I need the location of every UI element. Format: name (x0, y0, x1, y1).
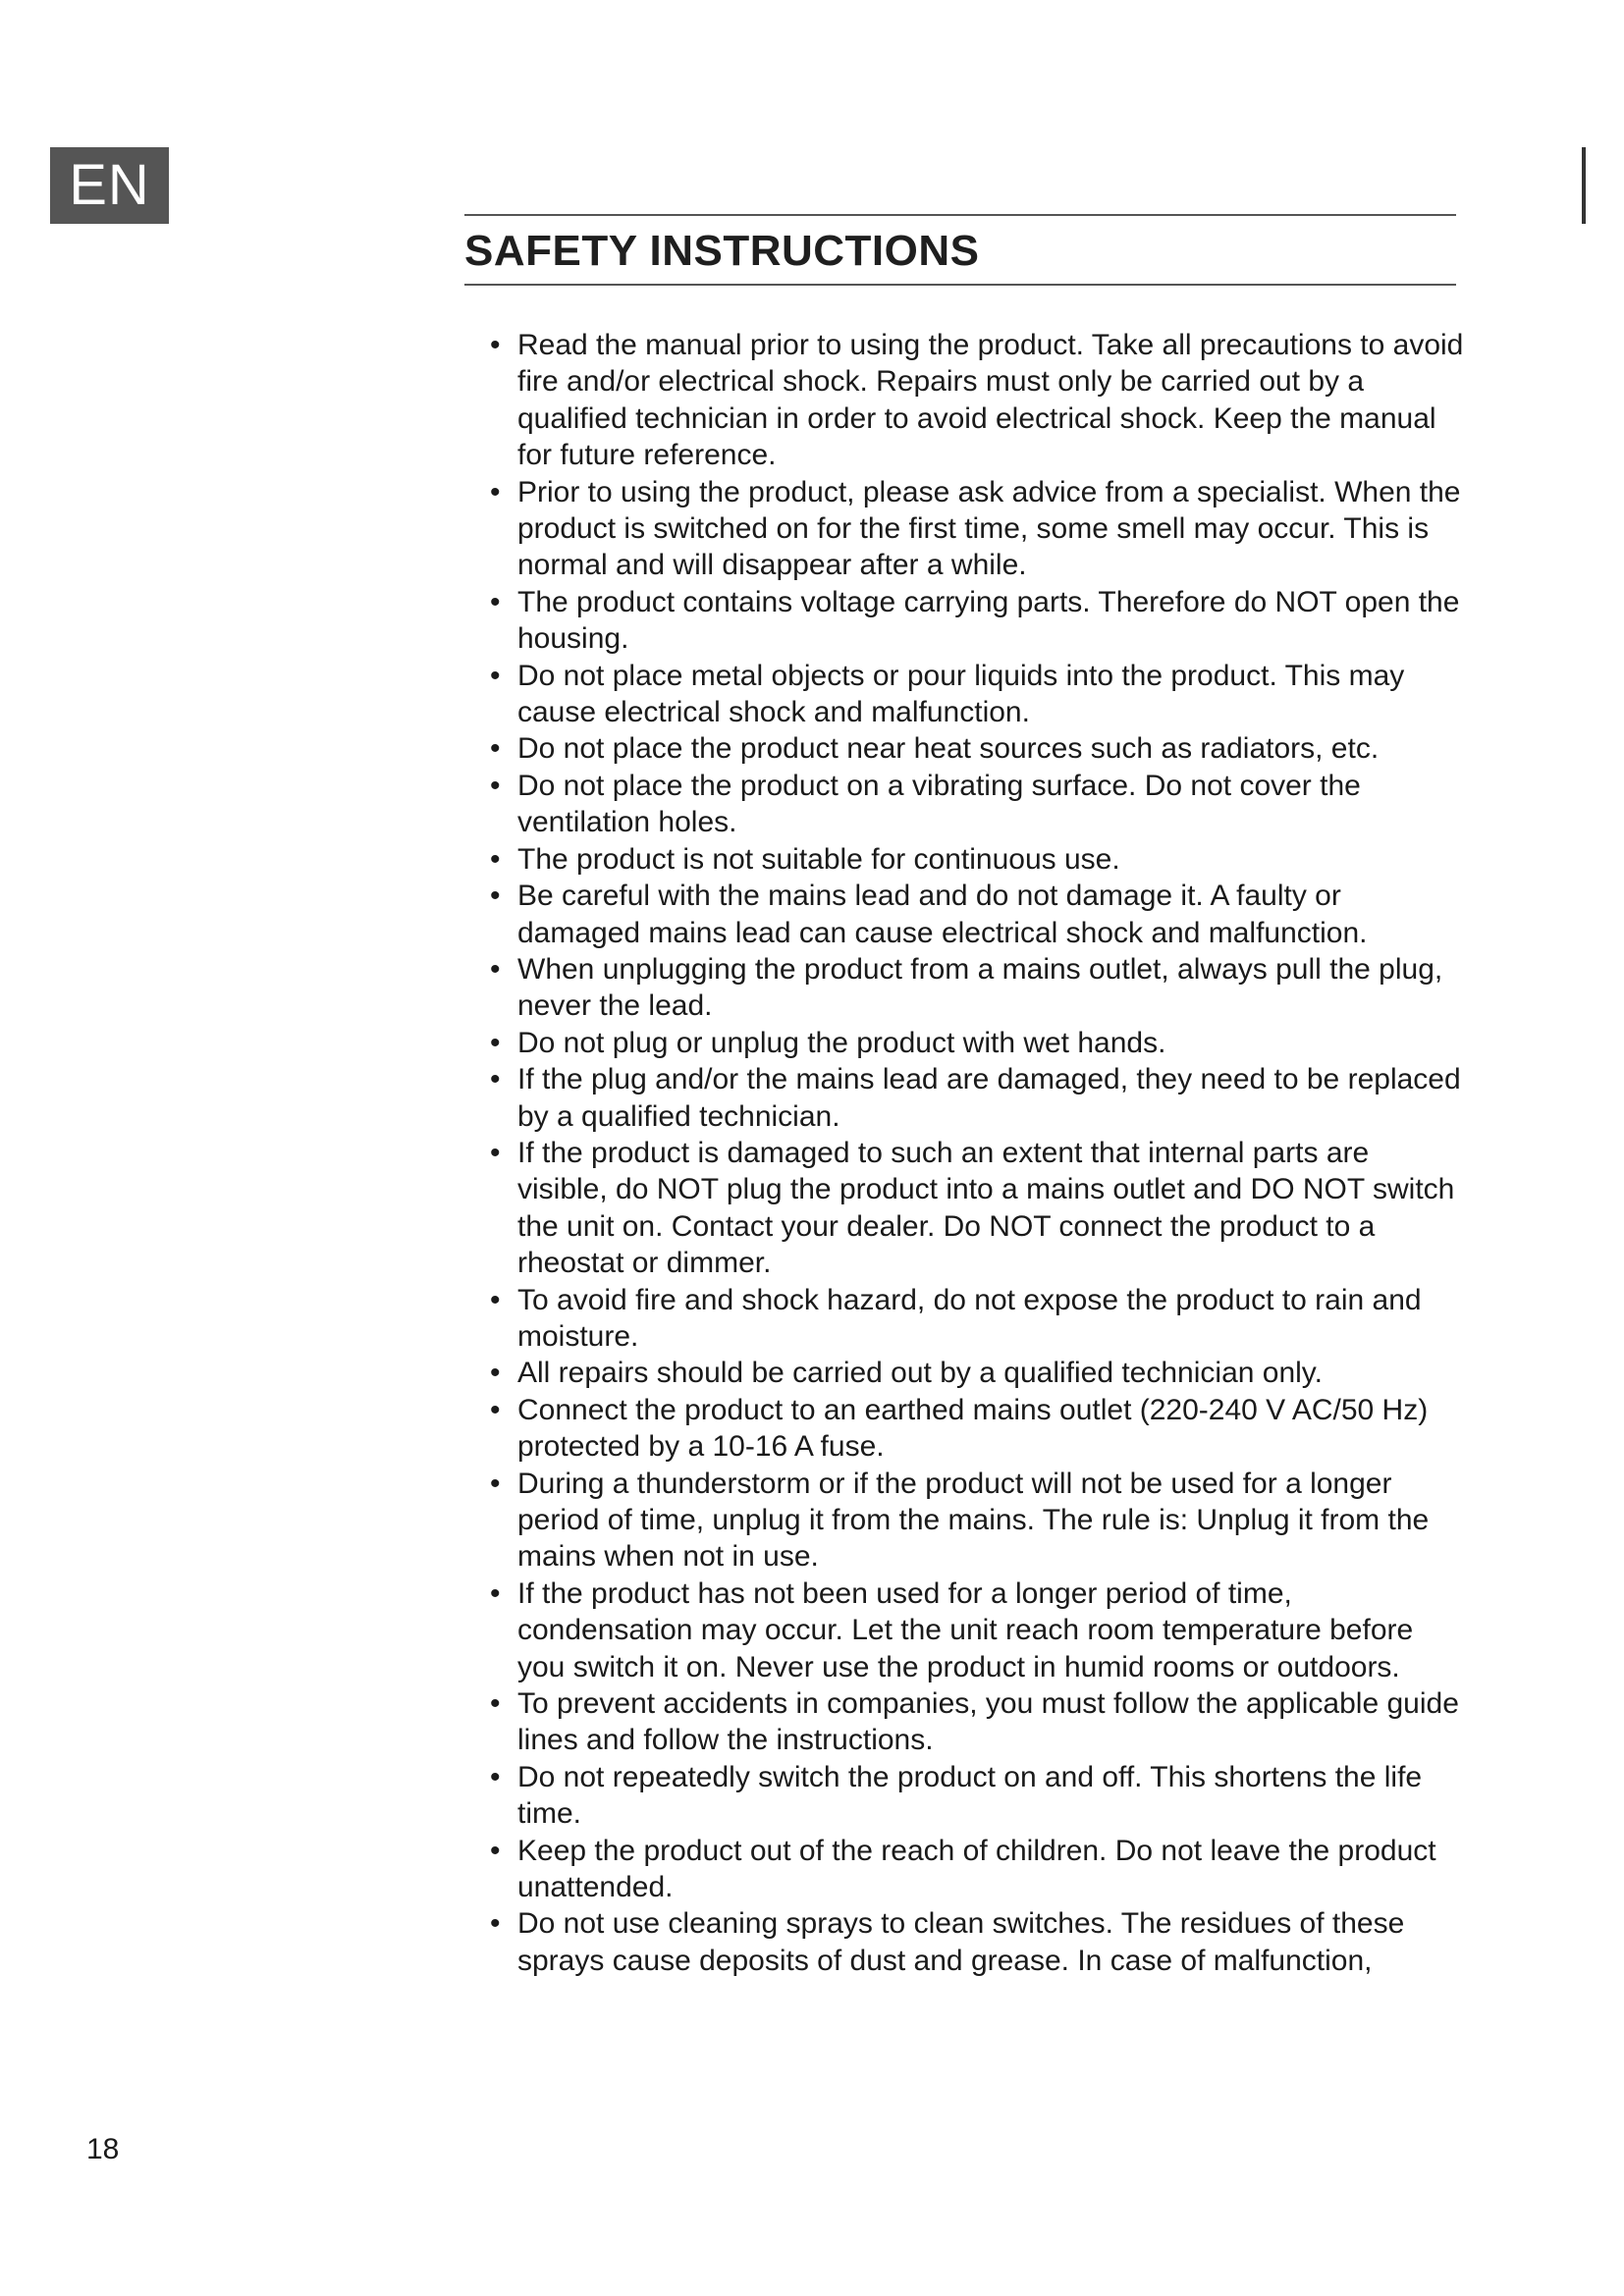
title-rule-top (464, 214, 1456, 216)
list-item-text: If the plug and/or the mains lead are damaged, they need to be replaced by a qualified technician. (517, 1063, 1461, 1133)
title-rule-bottom (464, 284, 1456, 286)
list-item (463, 1025, 1467, 1061)
list-item-text: The product is not suitable for continuous use. (517, 842, 1120, 876)
list-item (463, 1575, 1467, 1685)
bullet-icon: • (490, 659, 501, 692)
bullet-icon: • (490, 1907, 501, 1941)
page-title: SAFETY INSTRUCTIONS (464, 227, 980, 275)
list-item (463, 327, 1467, 474)
bullet-icon: • (490, 329, 501, 361)
list-item-text: Prior to using the product, please ask advice from a specialist. When the product is switched on for the first time, some smell may occur. This is normal and will disappear after a while. (517, 475, 1461, 582)
margin-marker (1582, 147, 1586, 224)
bullet-icon: • (490, 1136, 501, 1169)
bullet-icon: • (490, 585, 501, 618)
list-item-text: Be careful with the mains lead and do not damage it. A faulty or damaged mains lead can cause electrical shock and malfunction. (517, 880, 1368, 949)
list-item-text: All repairs should be carried out by a qualified technician only. (517, 1357, 1323, 1390)
list-item (463, 1282, 1467, 1356)
list-item-text: To prevent accidents in companies, you must follow the applicable guide lines and follow the instructions. (517, 1687, 1459, 1757)
list-item-text: To avoid fire and shock hazard, do not expose the product to rain and moisture. (517, 1283, 1422, 1353)
list-item-text: Read the manual prior to using the product. Take all precautions to avoid fire and/or electrical shock. Repairs must only be carried out by a qualified technician in order to avoid electrical shock. Keep the manual for future reference. (517, 329, 1464, 472)
list-item-text: If the product has not been used for a longer period of time, condensation may occur. Let the unit reach room temperature before you switch it on. Never use the product in humid rooms or outdoors. (517, 1576, 1414, 1683)
list-item-text: Connect the product to an earthed mains outlet (220-240 V AC/50 Hz) protected by a 10-16 A fuse. (517, 1393, 1429, 1464)
list-item (463, 1685, 1467, 1759)
list-item (463, 1905, 1467, 1979)
bullet-icon: • (490, 880, 501, 913)
list-item (463, 584, 1467, 658)
bullet-icon: • (490, 1576, 501, 1610)
list-item (463, 1759, 1467, 1833)
list-item-text: The product contains voltage carrying parts. Therefore do NOT open the housing. (517, 585, 1460, 656)
bullet-icon: • (490, 769, 501, 802)
bullet-icon: • (490, 1026, 501, 1059)
bullet-icon: • (490, 1467, 501, 1500)
safety-instructions-list (463, 327, 1467, 1979)
bullet-icon: • (490, 1063, 501, 1096)
list-item (463, 1392, 1467, 1466)
bullet-icon: • (490, 732, 501, 766)
bullet-icon: • (490, 1834, 501, 1867)
list-item (463, 768, 1467, 841)
bullet-icon: • (490, 1357, 501, 1390)
language-badge: EN (50, 147, 169, 224)
list-item-text: Do not place the product on a vibrating surface. Do not cover the ventilation holes. (517, 769, 1361, 839)
bullet-icon: • (490, 952, 501, 986)
list-item (463, 841, 1467, 878)
bullet-icon: • (490, 842, 501, 876)
list-item-text: During a thunderstorm or if the product will not be used for a longer period of time, unplug it from the mains. The rule is: Unplug it from the mains when not in use. (517, 1467, 1430, 1574)
bullet-icon: • (490, 475, 501, 508)
list-item (463, 1061, 1467, 1135)
list-item (463, 951, 1467, 1025)
list-item (463, 730, 1467, 767)
list-item-text: Do not place the product near heat sources such as radiators, etc. (517, 732, 1380, 766)
list-item-text: If the product is damaged to such an extent that internal parts are visible, do NOT plug the product into a mains outlet and DO NOT switch the unit on. Contact your dealer. Do NOT connect the product to a rheostat or dimmer. (517, 1136, 1455, 1280)
bullet-icon: • (490, 1687, 501, 1721)
list-item-text: Keep the product out of the reach of children. Do not leave the product unattended. (517, 1834, 1436, 1904)
list-item-text: When unplugging the product from a mains outlet, always pull the plug, never the lead. (517, 952, 1443, 1023)
list-item-text: Do not use cleaning sprays to clean switches. The residues of these sprays cause deposits of dust and grease. In case of malfunction, (517, 1907, 1405, 1977)
list-item (463, 878, 1467, 951)
list-item (463, 1833, 1467, 1906)
list-item (463, 474, 1467, 584)
bullet-icon: • (490, 1283, 501, 1316)
list-item-text: Do not plug or unplug the product with wet hands. (517, 1026, 1166, 1059)
list-item (463, 1466, 1467, 1575)
list-item-text: Do not repeatedly switch the product on and off. This shortens the life time. (517, 1760, 1423, 1831)
bullet-icon: • (490, 1760, 501, 1793)
list-item-text: Do not place metal objects or pour liquids into the product. This may cause electrical shock and malfunction. (517, 659, 1405, 729)
page-number: 18 (86, 2133, 120, 2165)
list-item (463, 658, 1467, 731)
list-item (463, 1355, 1467, 1391)
bullet-icon: • (490, 1393, 501, 1426)
list-item (463, 1135, 1467, 1282)
